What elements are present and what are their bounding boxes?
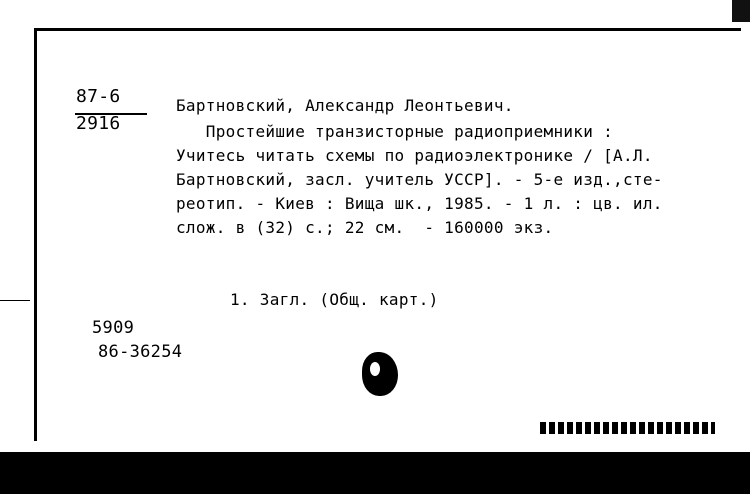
entry-line-2: Простейшие транзисторные радиоприемники : xyxy=(176,122,614,141)
stamp-mark xyxy=(540,422,715,434)
call-number-top: 87-6 xyxy=(76,86,121,107)
scan-top-edge xyxy=(0,0,750,22)
scan-left-edge xyxy=(0,0,30,452)
entry-line-6: слож. в (32) с.; 22 см. - 160000 экз. xyxy=(176,218,554,237)
entry-line-3: Учитесь читать схемы по радиоэлектронике / [А.Л. xyxy=(176,146,653,165)
lc-number: 86-36254 xyxy=(98,342,183,362)
card-number: 5909 xyxy=(92,318,135,338)
entry-line-5: реотип. - Киев : Вища шк., 1985. - 1 л. : цв. ил. xyxy=(176,194,663,213)
tracing-line: 1. Загл. (Общ. карт.) xyxy=(230,290,439,309)
call-number-bottom: 2916 xyxy=(76,113,121,134)
punched-hole xyxy=(362,352,398,396)
entry-line-4: Бартновский, засл. учитель УССР]. - 5-е изд.,сте- xyxy=(176,170,663,189)
entry-line-1: Бартновский, Александр Леонтьевич. xyxy=(176,96,514,115)
